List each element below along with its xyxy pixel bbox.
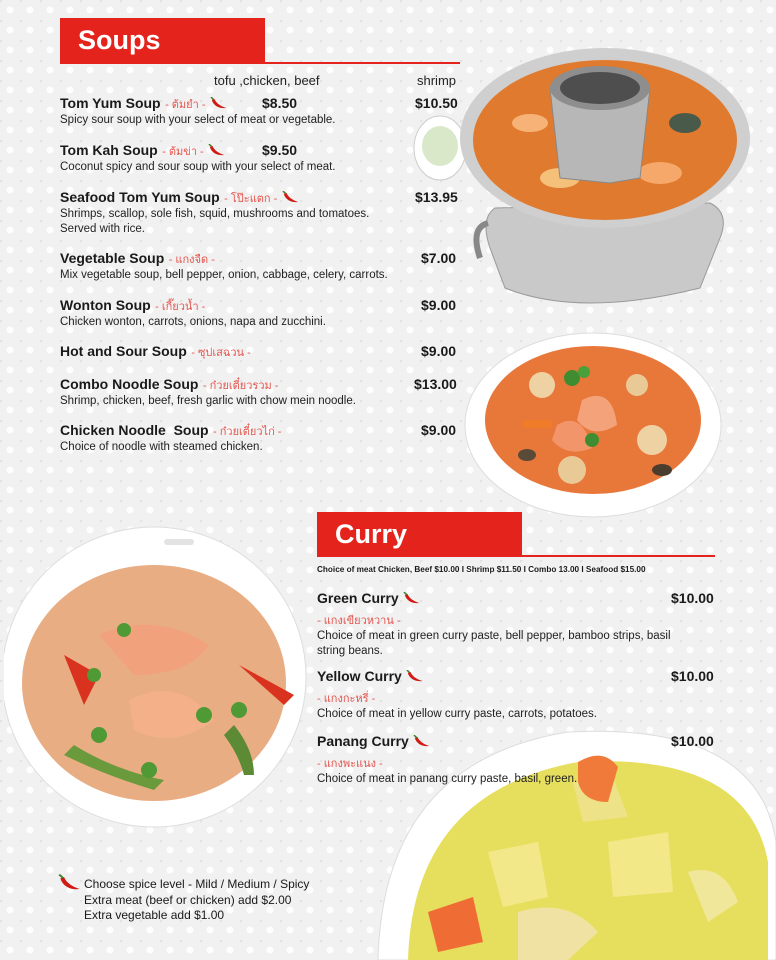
chili-pepper-icon xyxy=(413,735,431,748)
item-description-2: Served with rice. xyxy=(60,223,146,235)
green-curry-bowl-photo xyxy=(4,525,309,830)
item-description: Shrimps, scallop, sole fish, squid, mushrooms and tomatoes. xyxy=(60,208,370,220)
wonton-soup-bowl-photo xyxy=(462,330,724,520)
soup-item-tom-kah xyxy=(60,142,460,175)
soup-price: $13.00 xyxy=(414,376,457,392)
soup-price: $7.00 xyxy=(421,250,457,266)
soup-price: $13.95 xyxy=(415,189,458,205)
item-name: Seafood Tom Yum Soup xyxy=(60,189,220,205)
soup-item-wonton xyxy=(60,297,460,330)
soups-section-title: Soups xyxy=(60,18,265,62)
tom-yum-hot-pot-photo xyxy=(410,28,750,313)
item-thai-name: - แกงจืด - xyxy=(168,254,215,266)
item-description: Coconut spicy and sour soup with your select of meat. xyxy=(60,161,336,173)
soup-item-chicken-noodle xyxy=(60,422,460,455)
item-description: Chicken wonton, carrots, onions, napa and zucchini. xyxy=(60,316,326,328)
item-description: Mix vegetable soup, bell pepper, onion, cabbage, celery, carrots. xyxy=(60,269,388,281)
item-thai-name: - เกี๊ยวน้ำ - xyxy=(155,301,206,313)
item-name: Vegetable Soup xyxy=(60,250,165,266)
item-name: Panang Curry xyxy=(317,733,409,749)
curry-rule xyxy=(317,555,715,557)
extra-meat-note: Extra meat (beef or chicken) add $2.00 xyxy=(84,893,292,907)
curry-item-yellow xyxy=(317,668,717,722)
item-thai-name: - ก๋วยเตี๋ยวไก่ - xyxy=(213,426,282,438)
item-description: Choice of meat in yellow curry paste, carrots, potatoes. xyxy=(317,708,597,720)
soup-price: $9.00 xyxy=(421,343,457,359)
soup-price: $9.00 xyxy=(421,297,457,313)
item-description: Choice of meat in panang curry paste, basil, green. xyxy=(317,773,578,785)
curry-item-green xyxy=(317,590,717,659)
item-name: Tom Yum Soup xyxy=(60,95,161,111)
soup-item-seafood-tom-yum xyxy=(60,189,460,237)
item-thai-name: - ต้มยำ - xyxy=(165,99,206,111)
soup-price-shrimp: $10.50 xyxy=(415,95,458,111)
item-thai-name: - โป๊ะแตก - xyxy=(224,193,278,205)
soups-col-head-1: tofu ,chicken, beef xyxy=(214,73,320,88)
item-name: Wonton Soup xyxy=(60,297,151,313)
curry-section-title: Curry xyxy=(317,512,522,556)
item-description: Spicy sour soup with your select of meat or vegetable. xyxy=(60,114,336,126)
soup-price-tofu: $9.50 xyxy=(262,142,298,158)
soup-price: $9.00 xyxy=(421,422,457,438)
curry-meat-choice: Choice of meat Chicken, Beef $10.00 I Shrimp $11.50 I Combo 13.00 I Seafood $15.00 xyxy=(317,565,646,574)
soup-item-hot-and-sour xyxy=(60,343,460,361)
item-description: Choice of meat in green curry paste, bell pepper, bamboo strips, basil xyxy=(317,630,671,642)
item-name: Hot and Sour Soup xyxy=(60,343,187,359)
item-thai-name: - แกงพะแนง - xyxy=(317,758,383,770)
soup-item-tom-yum xyxy=(60,95,460,128)
soups-rule xyxy=(60,62,460,64)
item-name: Tom Kah Soup xyxy=(60,142,158,158)
chili-pepper-icon xyxy=(282,191,300,204)
curry-price: $10.00 xyxy=(671,733,714,749)
item-name: Chicken Noodle Soup xyxy=(60,422,209,438)
extra-vegetable-note: Extra vegetable add $1.00 xyxy=(84,908,225,922)
item-description: Choice of noodle with steamed chicken. xyxy=(60,441,263,453)
item-description-2: string beans. xyxy=(317,645,383,657)
item-name: Yellow Curry xyxy=(317,668,402,684)
item-thai-name: - ต้มข่า - xyxy=(162,146,204,158)
item-thai-name: - แกงกะหรี่ - xyxy=(317,693,376,705)
chili-pepper-icon xyxy=(210,97,228,110)
curry-item-panang xyxy=(317,733,717,787)
chili-pepper-icon xyxy=(208,144,226,157)
chili-pepper-icon xyxy=(406,670,424,683)
chili-pepper-icon xyxy=(403,592,421,605)
soup-item-vegetable xyxy=(60,250,460,283)
spice-level-note: Choose spice level - Mild / Medium / Spicy xyxy=(84,877,310,891)
item-thai-name: - ก๋วยเตี๋ยวรวม - xyxy=(202,380,279,392)
soup-item-combo-noodle xyxy=(60,376,460,409)
item-name: Combo Noodle Soup xyxy=(60,376,199,392)
item-thai-name: - ซุปเสฉวน - xyxy=(191,347,251,359)
curry-price: $10.00 xyxy=(671,590,714,606)
item-description: Shrimp, chicken, beef, fresh garlic with chow mein noodle. xyxy=(60,395,356,407)
item-thai-name: - แกงเขียวหวาน - xyxy=(317,615,401,627)
curry-price: $10.00 xyxy=(671,668,714,684)
soups-col-head-2: shrimp xyxy=(417,73,457,88)
soup-price-tofu: $8.50 xyxy=(262,95,298,111)
chili-pepper-icon xyxy=(58,874,82,892)
item-name: Green Curry xyxy=(317,590,399,606)
